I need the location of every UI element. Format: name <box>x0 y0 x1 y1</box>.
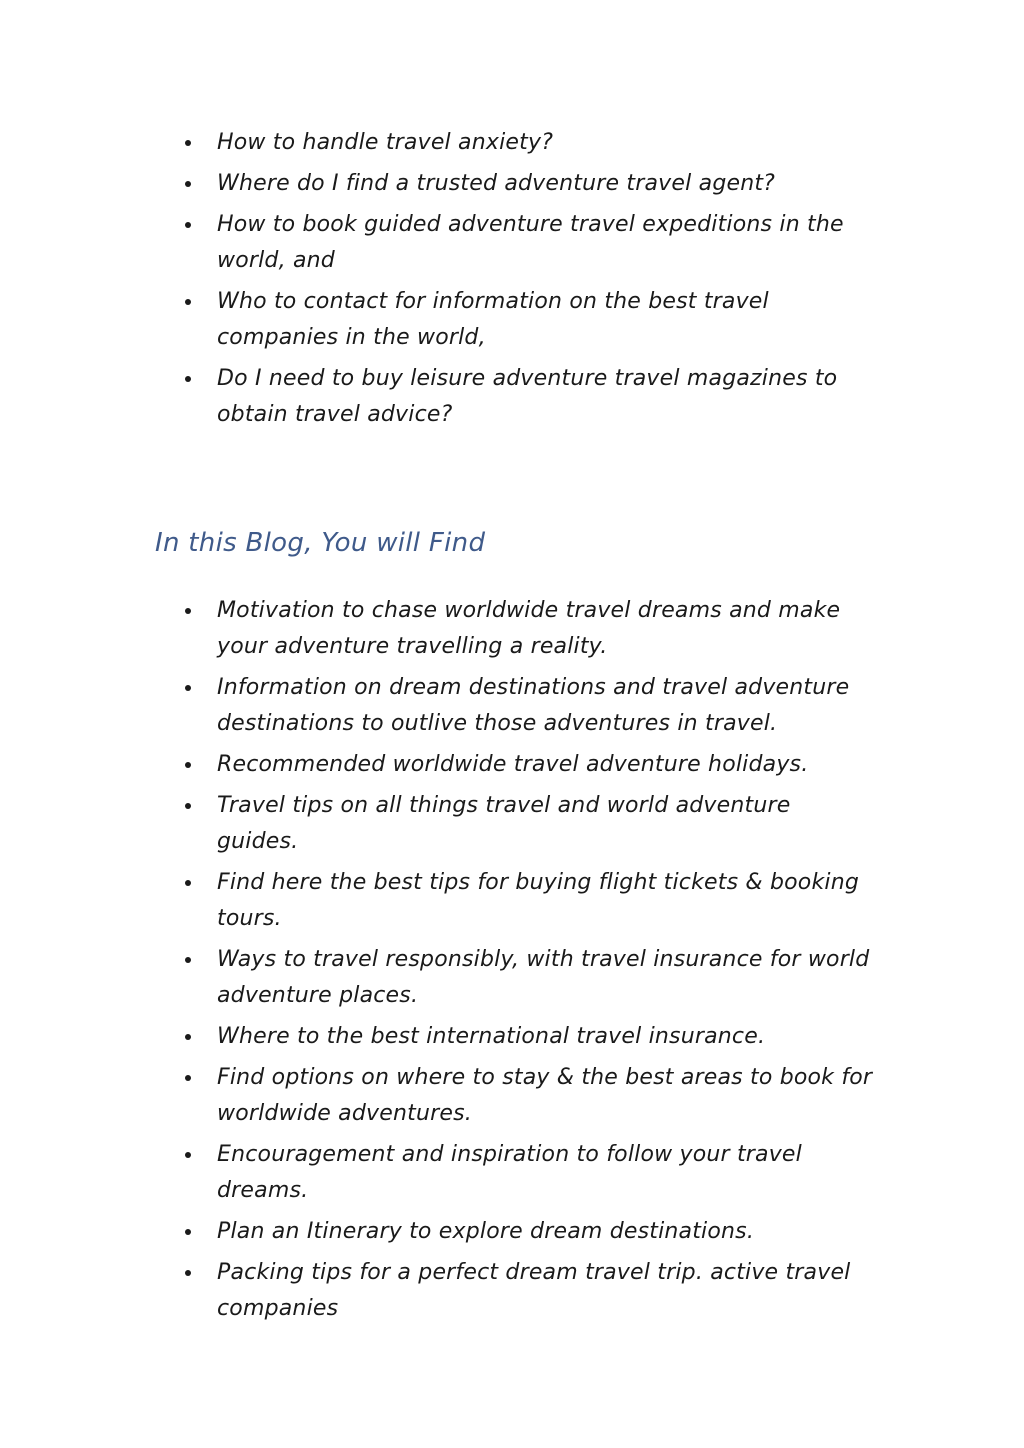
list-item <box>185 207 875 279</box>
bullet-icon <box>185 1075 191 1081</box>
list-item-text: Travel tips on all things travel and world adventure guides. <box>217 793 791 854</box>
bullet-icon <box>185 880 191 886</box>
list-item-text: Where do I find a trusted adventure travel agent? <box>217 171 776 196</box>
bullet-icon <box>185 140 191 146</box>
list-item <box>185 284 875 356</box>
bullet-icon <box>185 222 191 228</box>
bullet-icon <box>185 685 191 691</box>
list-item-text: Information on dream destinations and travel adventure destinations to outlive those adventures in travel. <box>217 675 850 736</box>
list-item-text: Do I need to buy leisure adventure travel magazines to obtain travel advice? <box>217 366 838 427</box>
list-item-text: How to book guided adventure travel expeditions in the world, and <box>217 212 844 273</box>
list-item <box>185 747 875 783</box>
list-item-text: Who to contact for information on the best travel companies in the world, <box>217 289 769 350</box>
list-item <box>185 1060 875 1132</box>
list-item-text: Where to the best international travel insurance. <box>217 1024 766 1049</box>
bullet-icon <box>185 608 191 614</box>
bullet-icon <box>185 376 191 382</box>
list-item-text: Packing tips for a perfect dream travel trip. active travel companies <box>217 1260 851 1321</box>
bullet-icon <box>185 181 191 187</box>
list-item <box>185 1019 875 1055</box>
bullet-icon <box>185 762 191 768</box>
list-item-text: Motivation to chase worldwide travel dreams and make your adventure travelling a reality. <box>217 598 841 659</box>
bullet-icon <box>185 1270 191 1276</box>
bullet-icon <box>185 299 191 305</box>
list-item <box>185 361 875 433</box>
list-item-text: Encouragement and inspiration to follow your travel dreams. <box>217 1142 802 1203</box>
list-item <box>185 125 875 161</box>
list-item <box>185 1255 875 1327</box>
list-item <box>185 593 875 665</box>
question-list <box>185 125 875 438</box>
list-item-text: Find here the best tips for buying flight tickets & booking tours. <box>217 870 860 931</box>
bullet-icon <box>185 957 191 963</box>
list-item-text: How to handle travel anxiety? <box>217 130 554 155</box>
list-item <box>185 166 875 202</box>
list-item <box>185 670 875 742</box>
bullet-icon <box>185 803 191 809</box>
list-item-text: Recommended worldwide travel adventure holidays. <box>217 752 809 777</box>
list-item-text: Plan an Itinerary to explore dream destinations. <box>217 1219 755 1244</box>
list-item <box>185 865 875 937</box>
blog-features-list <box>185 593 875 1332</box>
list-item <box>185 788 875 860</box>
section-heading: In this Blog, You will Find <box>155 528 486 558</box>
list-item <box>185 942 875 1014</box>
bullet-icon <box>185 1229 191 1235</box>
bullet-icon <box>185 1152 191 1158</box>
list-item-text: Find options on where to stay & the best areas to book for worldwide adventures. <box>217 1065 873 1126</box>
list-item <box>185 1137 875 1209</box>
bullet-icon <box>185 1034 191 1040</box>
list-item <box>185 1214 875 1250</box>
list-item-text: Ways to travel responsibly, with travel insurance for world adventure places. <box>217 947 870 1008</box>
